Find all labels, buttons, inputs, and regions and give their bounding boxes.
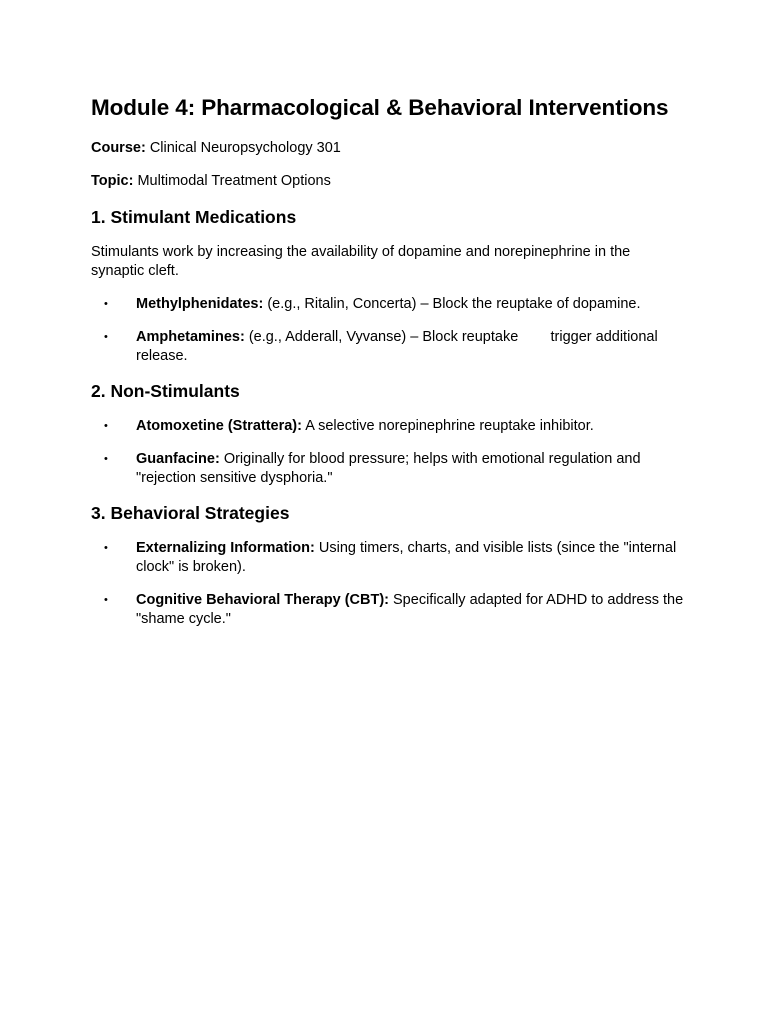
section-intro-stimulants: Stimulants work by increasing the availability of dopamine and norepinephrine in the synaptic cleft. [91,244,631,279]
item-text: Specifically adapted for ADHD to address the "shame cycle." [136,592,684,627]
item-term: Cognitive Behavioral Therapy (CBT): [136,592,389,608]
list-item [91,539,686,577]
bullet-list-behavioral [91,539,688,629]
bullet-list-stimulants [91,295,688,366]
topic-label: Topic: [91,173,134,189]
section-heading-behavioral: 3. Behavioral Strategies [91,503,290,523]
bullet-icon: • [104,298,108,310]
list-item [91,450,686,488]
bullet-icon: • [104,542,108,554]
document-title: Module 4: Pharmacological & Behavioral Interventions [91,95,669,120]
item-term: Amphetamines: [136,329,245,345]
item-text: (e.g., Adderall, Vyvanse) – Block reuptake trigger additional release. [136,329,662,364]
item-term: Externalizing Information: [136,540,315,556]
bullet-icon: • [104,453,108,465]
course-line [91,139,688,158]
list-item [91,417,686,436]
section-heading-non-stimulants: 2. Non-Stimulants [91,381,240,401]
bullet-icon: • [104,331,108,343]
section-heading-stimulants: 1. Stimulant Medications [91,207,297,227]
item-text: Using timers, charts, and visible lists (since the "internal clock" is broken). [136,540,677,575]
item-text: (e.g., Ritalin, Concerta) – Block the reuptake of dopamine. [267,296,641,312]
course-label: Course: [91,140,146,156]
bullet-list-non-stimulants [91,417,688,488]
bullet-icon: • [104,420,108,432]
topic-line [91,172,688,191]
list-item [91,328,686,366]
item-term: Atomoxetine (Strattera): [136,418,302,434]
bullet-icon: • [104,594,108,606]
item-term: Methylphenidates: [136,296,264,312]
list-item [91,295,686,314]
item-text: A selective norepinephrine reuptake inhibitor. [305,418,594,434]
list-item [91,591,686,629]
course-value: Clinical Neuropsychology 301 [149,140,341,156]
item-text: Originally for blood pressure; helps with emotional regulation and "rejection sensitive dysphoria." [136,451,641,486]
item-term: Guanfacine: [136,451,220,467]
topic-value: Multimodal Treatment Options [137,173,331,189]
